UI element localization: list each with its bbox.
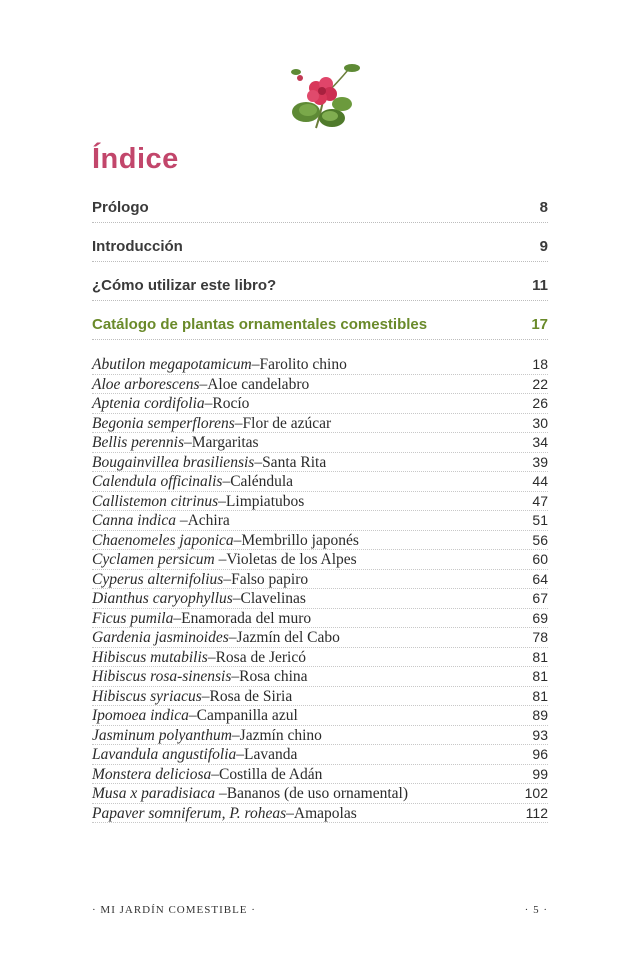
entry-common-name: Bananos (de uso ornamental) [226,785,408,802]
entry-latin-name: Hibiscus rosa-sinensis [92,668,232,685]
section-label: Catálogo de plantas ornamentales comestibles [92,316,428,333]
section-label: ¿Cómo utilizar este libro? [92,277,277,294]
section-page-number: 11 [532,277,548,294]
toc-entry[interactable]: Papaver somniferum, P. roheas–Amapolas 112 [92,804,548,822]
entry-page-number: 47 [532,492,548,509]
entry-latin-name: Chaenomeles japonica [92,531,234,549]
entry-common-name: Limpiatubos [225,492,305,510]
footer-page-number: · 5 · [524,904,548,916]
toc-entry[interactable]: Bougainvillea brasiliensis–Santa Rita 39 [92,453,548,471]
entry-common-name: Jazmín del Cabo [236,629,340,646]
entry-page-number: 34 [532,434,548,450]
toc-entry[interactable]: Begonia semperflorens–Flor de azúcar 30 [92,414,548,432]
entry-page-number: 81 [532,648,548,665]
entry-latin-name: Ficus pumila [92,609,174,627]
entry-common-name: Enamorada del muro [181,609,312,627]
section-row-prologue[interactable] [92,199,548,223]
section-page-number: 9 [539,238,548,255]
section-label: Prólogo [92,199,149,216]
toc-entry[interactable]: Aloe arborescens–Aloe candelabro 22 [92,375,548,393]
toc-entry[interactable]: Aptenia cordifolia–Rocío 26 [92,395,548,412]
entry-common-name: Campanilla azul [196,707,298,724]
entry-common-name: Rocío [212,395,250,412]
entry-page-number: 56 [532,531,548,548]
entry-page-number: 22 [532,375,548,392]
entry-page-number: 93 [532,726,548,743]
entry-common-name: Flor de azúcar [242,414,332,432]
entry-page-number: 81 [532,668,548,684]
entry-common-name: Costilla de Adán [219,765,323,783]
entry-page-number: 81 [532,687,548,704]
entry-latin-name: Lavandula angustifolia [92,746,237,763]
entry-latin-name: Aptenia cordifolia [92,395,205,412]
entry-latin-name: Bellis perennis [92,434,184,451]
entry-common-name: Margaritas [191,434,259,451]
entry-latin-name: Ipomoea indica [92,707,189,724]
entry-page-number: 99 [532,765,548,782]
footer-book-title: · MI JARDÍN COMESTIBLE · [92,904,256,916]
entry-common-name: Achira [187,512,230,529]
entry-common-name: Membrillo japonés [241,531,359,549]
entry-page-number: 51 [532,512,548,528]
toc-entry[interactable]: Chaenomeles japonica–Membrillo japonés 56 [92,531,548,549]
plant-entry-list [92,355,548,823]
entry-common-name: Jazmín chino [239,726,322,744]
section-row-introduction[interactable] [92,238,548,262]
entry-page-number: 69 [532,609,548,626]
entry-page-number: 78 [532,629,548,645]
entry-latin-name: Canna indica [92,512,180,529]
entry-latin-name: Aloe arborescens [92,375,200,393]
toc-entry[interactable]: Abutilon megapotamicum–Farolito chino 18 [92,356,548,373]
toc-entry[interactable]: Dianthus caryophyllus–Clavelinas 67 [92,590,548,607]
entry-common-name: Falso papiro [231,570,309,588]
entry-page-number: 30 [532,414,548,431]
entry-common-name: Clavelinas [240,590,306,607]
entry-latin-name: Gardenia jasminoides [92,629,229,646]
entry-page-number: 102 [524,785,548,801]
entry-common-name: Rosa china [239,668,308,685]
entry-latin-name: Monstera deliciosa [92,765,212,783]
toc-entry[interactable]: Lavandula angustifolia–Lavanda 96 [92,746,548,763]
section-row-how-to-use[interactable] [92,277,548,301]
toc-entry[interactable]: Ipomoea indica–Campanilla azul 89 [92,707,548,724]
entry-common-name: Santa Rita [262,453,327,471]
entry-common-name: Amapolas [293,804,357,822]
entry-latin-name: Begonia semperflorens [92,414,235,432]
entry-latin-name: Cyperus alternifolius [92,570,224,588]
entry-common-name: Caléndula [230,473,294,490]
section-row-catalog[interactable] [92,316,548,340]
toc-entry[interactable]: Hibiscus rosa-sinensis–Rosa china 81 [92,668,548,685]
entry-latin-name: Cyclamen persicum [92,551,219,568]
index-title: Índice [92,143,179,175]
entry-latin-name: Musa x paradisiaca [92,785,220,802]
toc-entry[interactable]: Callistemon citrinus–Limpiatubos 47 [92,492,548,510]
entry-latin-name: Hibiscus mutabilis [92,648,208,666]
entry-common-name: Rosa de Siria [209,687,293,705]
toc-entry[interactable]: Monstera deliciosa–Costilla de Adán 99 [92,765,548,783]
entry-page-number: 67 [532,590,548,606]
toc-entry[interactable]: Cyperus alternifolius–Falso papiro 64 [92,570,548,588]
entry-common-name: Farolito chino [259,356,347,373]
page-footer [92,904,548,916]
toc-entry[interactable]: Hibiscus syriacus–Rosa de Siria 81 [92,687,548,705]
entry-page-number: 64 [532,570,548,587]
section-page-number: 17 [531,316,548,333]
entry-page-number: 18 [532,356,548,372]
toc-entry[interactable]: Ficus pumila–Enamorada del muro 69 [92,609,548,627]
entry-page-number: 112 [525,804,548,821]
entry-page-number: 39 [532,453,548,470]
entry-latin-name: Dianthus caryophyllus [92,590,233,607]
entry-latin-name: Callistemon citrinus [92,492,219,510]
toc-entry[interactable]: Cyclamen persicum –Violetas de los Alpes 60 [92,551,548,568]
entry-page-number: 96 [532,746,548,762]
toc-entry[interactable]: Gardenia jasminoides–Jazmín del Cabo 78 [92,629,548,646]
entry-page-number: 60 [532,551,548,567]
entry-latin-name: Calendula officinalis [92,473,223,490]
entry-latin-name: Papaver somniferum, P. roheas [92,804,287,822]
entry-page-number: 26 [532,395,548,411]
section-label: Introducción [92,238,183,255]
entry-common-name: Violetas de los Alpes [226,551,357,568]
entry-latin-name: Jasminum polyanthum [92,726,232,744]
entry-page-number: 44 [532,473,548,489]
toc-entry[interactable]: Calendula officinalis–Caléndula 44 [92,473,548,490]
toc-entry[interactable]: Musa x paradisiaca –Bananos (de uso ornamental) 102 [92,785,548,802]
entry-latin-name: Bougainvillea brasiliensis [92,453,255,471]
entry-page-number: 89 [532,707,548,723]
toc-entry[interactable]: Hibiscus mutabilis–Rosa de Jericó 81 [92,648,548,666]
geranium-flower-illustration [286,60,362,134]
entry-latin-name: Abutilon megapotamicum [92,356,252,373]
entry-common-name: Aloe candelabro [207,375,310,393]
toc-entry[interactable]: Canna indica –Achira 51 [92,512,548,529]
entry-latin-name: Hibiscus syriacus [92,687,202,705]
toc-entry[interactable]: Jasminum polyanthum–Jazmín chino 93 [92,726,548,744]
entry-common-name: Lavanda [244,746,298,763]
entry-common-name: Rosa de Jericó [215,648,306,666]
section-page-number: 8 [539,199,548,216]
toc-entry[interactable]: Bellis perennis–Margaritas 34 [92,434,548,451]
